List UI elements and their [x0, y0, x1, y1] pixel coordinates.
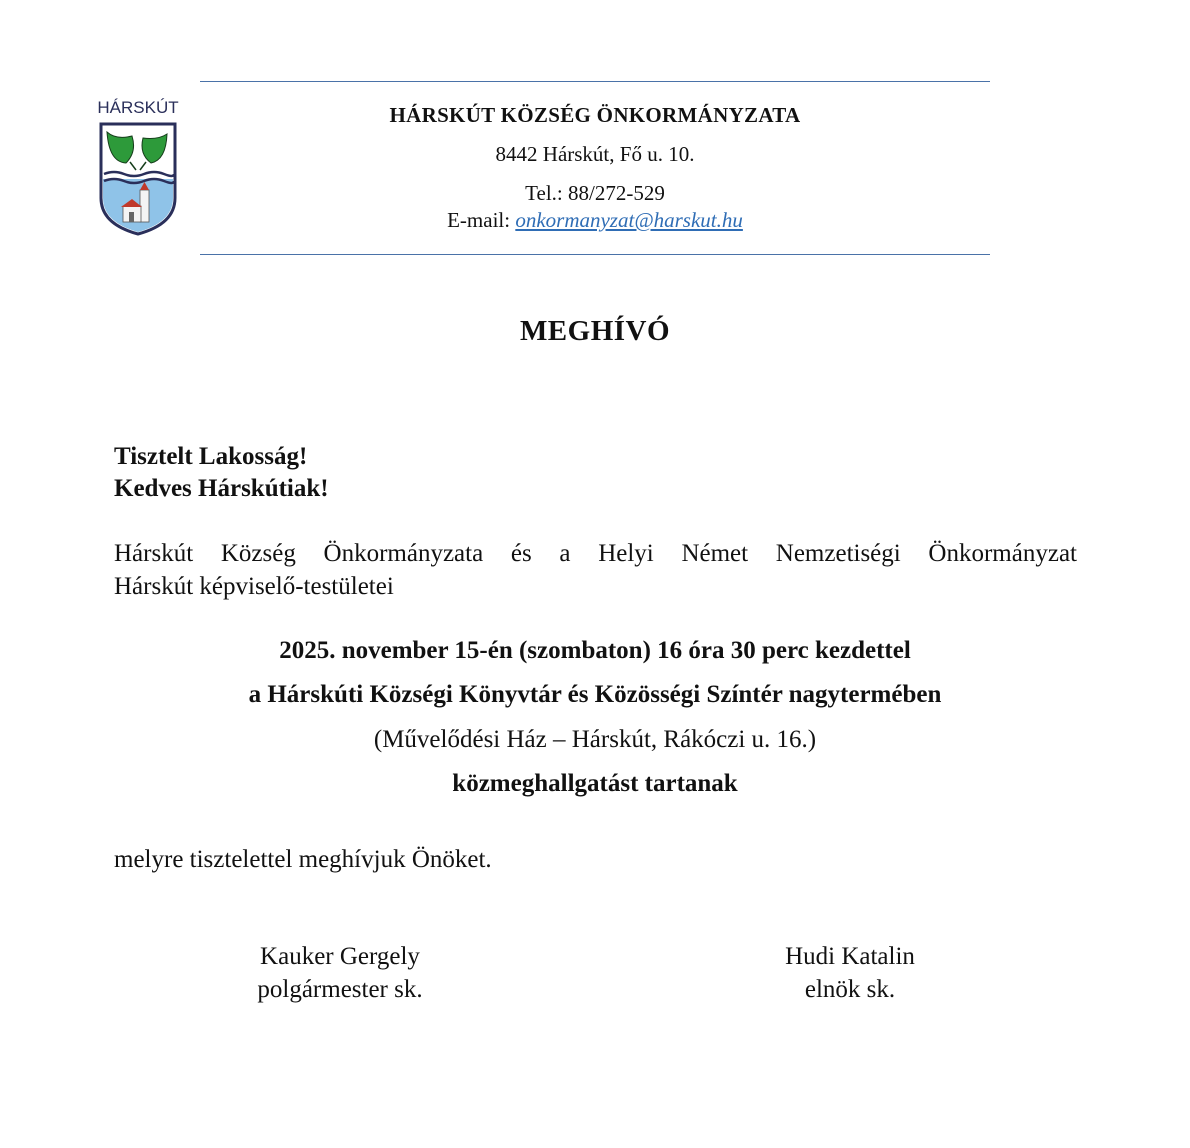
event-address: (Művelődési Ház – Hárskút, Rákóczi u. 16.) — [373, 726, 817, 753]
signature-name: Hudi Katalin — [785, 943, 915, 970]
signature-role: polgármester sk. — [257, 976, 423, 1003]
signature-chair — [710, 940, 990, 1006]
organization-email-line — [200, 208, 990, 233]
organization-name: HÁRSKÚT KÖZSÉG ÖNKORMÁNYZATA — [389, 103, 801, 127]
header-bottom-rule — [200, 254, 990, 255]
organization-phone: Tel.: 88/272-529 — [525, 181, 665, 205]
greeting-line-1: Tisztelt Lakosság! — [114, 443, 308, 470]
organization-address: 8442 Hárskút, Fő u. 10. — [495, 142, 695, 166]
signature-name: Kauker Gergely — [260, 943, 420, 970]
signature-role: elnök sk. — [804, 976, 896, 1003]
signature-mayor — [200, 940, 480, 1006]
closing-sentence: melyre tisztelettel meghívjuk Önöket. — [114, 846, 492, 873]
intro-line-1: Hárskút Község Önkormányzata és a Helyi Német Nemzetiségi Önkormányzat — [114, 540, 1077, 567]
header-top-rule — [200, 81, 990, 82]
email-link[interactable]: onkormanyzat@harskut.hu — [515, 208, 743, 232]
event-place: a Hárskúti Községi Könyvtár és Közösségi Színtér nagytermében — [248, 681, 942, 708]
intro-line-2: Hárskút képviselő-testületei — [114, 573, 394, 600]
coat-of-arms-icon — [96, 96, 180, 238]
email-label: E-mail: — [447, 208, 516, 232]
document-title: MEGHÍVÓ — [519, 315, 671, 347]
greeting-line-2: Kedves Hárskútiak! — [114, 475, 329, 502]
event-type: közmeghallgatást tartanak — [452, 770, 738, 797]
crest-label: HÁRSKÚT — [97, 98, 179, 117]
event-date: 2025. november 15-én (szombaton) 16 óra 30 perc kezdettel — [279, 637, 911, 664]
